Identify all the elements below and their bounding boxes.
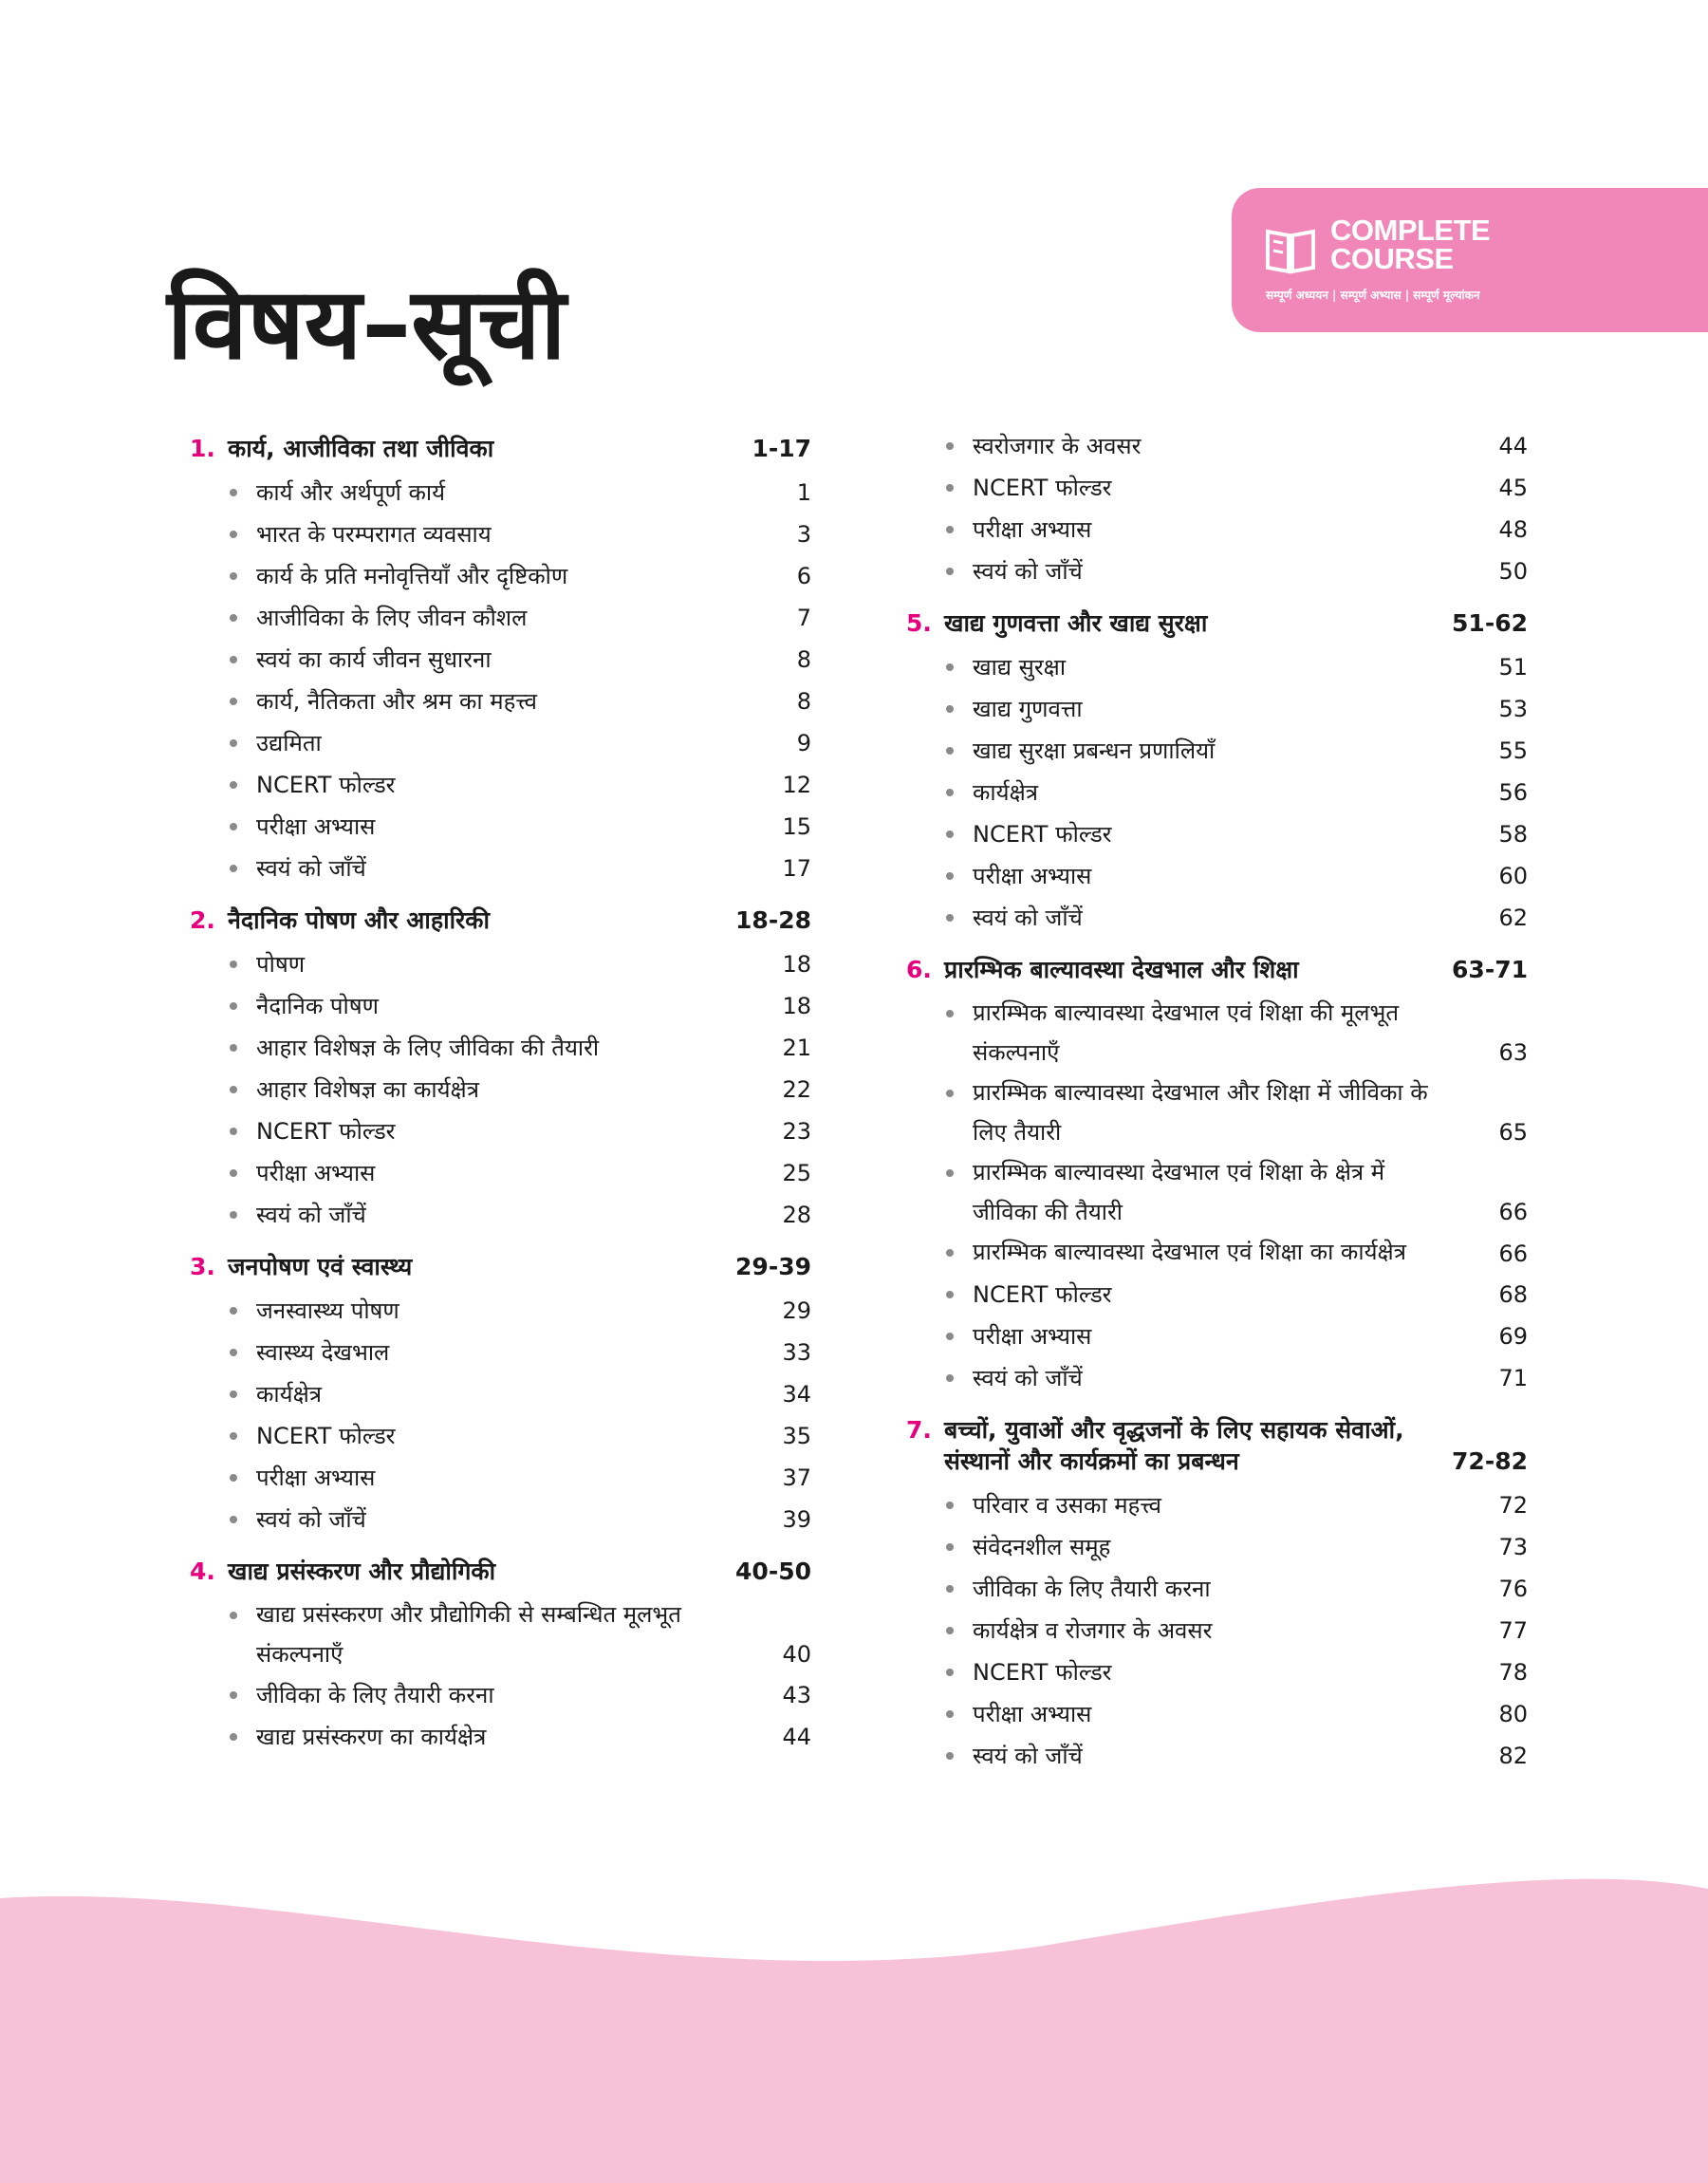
bullet-icon [944, 772, 973, 813]
toc-entry[interactable] [906, 688, 1528, 730]
toc-entry-title: भारत के परम्परागत व्यवसाय [256, 521, 492, 548]
toc-entry[interactable] [190, 1499, 811, 1540]
toc-entry-page: 39 [782, 1506, 811, 1533]
toc-entry[interactable] [906, 1274, 1528, 1315]
toc-entry-page: 9 [796, 730, 811, 756]
toc-entry[interactable] [906, 1357, 1528, 1399]
toc-entry-page: 3 [796, 521, 811, 548]
bullet-icon [228, 985, 256, 1027]
toc-entry[interactable] [190, 1457, 811, 1499]
bullet-icon [228, 681, 256, 722]
toc-entry-page: 28 [782, 1202, 811, 1228]
bullet-icon [944, 1610, 973, 1651]
chapter-title: प्रारम्भिक बाल्यावस्था देखभाल और शिक्षा [944, 956, 1299, 983]
chapter-heading[interactable] [906, 946, 1528, 993]
bullet-icon [228, 639, 256, 681]
bullet-icon [944, 1073, 973, 1114]
toc-entry-title: NCERT फोल्डर [973, 821, 1112, 848]
bullet-icon [944, 730, 973, 772]
toc-entry-page: 45 [1498, 475, 1528, 501]
toc-entry-title: NCERT फोल्डर [973, 1659, 1112, 1686]
chapter-title: कार्य, आजीविका तथा जीविका [228, 435, 494, 462]
toc-entry[interactable] [906, 1651, 1528, 1693]
bullet-icon [228, 1027, 256, 1069]
toc-entry[interactable] [906, 1232, 1528, 1274]
toc-entry-title: कार्य और अर्थपूर्ण कार्य [256, 479, 446, 506]
toc-entry-title: प्रारम्भिक बाल्यावस्था देखभाल एवं शिक्षा का कार्यक्षेत्र [973, 1239, 1406, 1265]
chapter-section [190, 1243, 811, 1540]
bullet-icon [944, 993, 973, 1035]
chapter-title: जनपोषण एवं स्वास्थ्य [228, 1253, 413, 1280]
toc-entry[interactable] [190, 943, 811, 985]
page-title: विषय–सूची [167, 266, 566, 382]
bullet-icon [228, 1457, 256, 1499]
toc-entry-title: स्वयं को जाँचें [256, 1202, 366, 1228]
toc-entry[interactable] [906, 1735, 1528, 1777]
toc-entry-title: स्वयं को जाँचें [973, 1365, 1083, 1391]
toc-entry-title: स्वयं को जाँचें [973, 558, 1083, 585]
toc-entry-title: कार्यक्षेत्र [973, 779, 1039, 806]
toc-entry-page: 50 [1498, 558, 1528, 585]
bullet-icon [228, 1716, 256, 1758]
toc-entry-page: 25 [782, 1160, 811, 1186]
bullet-icon [944, 688, 973, 730]
toc-entry-title: पोषण [256, 951, 306, 978]
bullet-icon [944, 1693, 973, 1735]
toc-entry[interactable] [190, 1290, 811, 1332]
toc-entry-title: NCERT फोल्डर [256, 1423, 396, 1449]
toc-entry[interactable] [190, 639, 811, 681]
toc-entry-title: स्वयं का कार्य जीवन सुधारना [256, 646, 492, 673]
toc-entry-page: 63 [1498, 1039, 1528, 1066]
toc-entry[interactable] [906, 646, 1528, 688]
toc-entry-title: प्रारम्भिक बाल्यावस्था देखभाल और शिक्षा में जीविका के लिए तैयारी [973, 1079, 1428, 1146]
chapter-number: 1. [190, 435, 215, 462]
toc-entry-page: 23 [782, 1118, 811, 1145]
toc-entry-title: खाद्य गुणवत्ता [973, 696, 1083, 722]
toc-entry[interactable] [190, 1674, 811, 1716]
bullet-icon [944, 1274, 973, 1315]
toc-entry-title: परीक्षा अभ्यास [256, 813, 376, 840]
toc-entry-title: स्वयं को जाँचें [256, 855, 366, 882]
bullet-icon [944, 1152, 973, 1194]
toc-entry-title: परीक्षा अभ्यास [256, 1465, 376, 1491]
toc-right-column [906, 425, 1528, 1784]
bullet-icon [228, 1499, 256, 1540]
bullet-icon [944, 550, 973, 592]
bullet-icon [228, 1595, 256, 1636]
toc-entry[interactable] [190, 597, 811, 639]
toc-entry-title: NCERT फोल्डर [973, 475, 1112, 501]
toc-entry-title: आजीविका के लिए जीवन कौशल [256, 605, 528, 631]
toc-entry-page: 73 [1498, 1534, 1528, 1560]
toc-entry[interactable] [906, 772, 1528, 813]
toc-entry-title: परीक्षा अभ्यास [256, 1160, 376, 1186]
toc-entry[interactable] [190, 1194, 811, 1236]
chapter-page-range: 29-39 [735, 1253, 811, 1280]
toc-entry[interactable] [906, 1610, 1528, 1651]
bullet-icon [228, 764, 256, 806]
chapter-page-range: 1-17 [752, 435, 811, 462]
chapter-heading[interactable] [906, 1407, 1528, 1484]
chapter-page-range: 63-71 [1452, 956, 1528, 983]
toc-entry-page: 37 [782, 1465, 811, 1491]
chapter-page-range: 72-82 [1452, 1447, 1528, 1475]
toc-entry[interactable] [906, 813, 1528, 855]
bullet-icon [944, 1357, 973, 1399]
chapter-number: 6. [906, 956, 932, 983]
toc-entry[interactable] [190, 1332, 811, 1373]
bullet-icon [228, 597, 256, 639]
toc-entry-page: 35 [782, 1423, 811, 1449]
chapter-title: नैदानिक पोषण और आहारिकी [228, 906, 490, 934]
toc-entry-page: 76 [1498, 1576, 1528, 1602]
chapter-number: 3. [190, 1253, 215, 1280]
toc-entry[interactable] [906, 1152, 1528, 1232]
chapter-heading[interactable] [190, 897, 811, 943]
bullet-icon [944, 425, 973, 467]
toc-entry-title: परीक्षा अभ्यास [973, 1323, 1092, 1350]
bullet-icon [228, 513, 256, 555]
toc-entry-page: 58 [1498, 821, 1528, 848]
bullet-icon [944, 1484, 973, 1526]
toc-entry[interactable] [190, 764, 811, 806]
toc-entry[interactable] [190, 848, 811, 889]
chapter-number: 5. [906, 609, 932, 637]
toc-entry[interactable] [906, 897, 1528, 939]
toc-entry[interactable] [906, 1693, 1528, 1735]
toc-entry-page: 6 [796, 563, 811, 589]
bullet-icon [228, 555, 256, 597]
toc-entry-page: 44 [1498, 433, 1528, 459]
toc-entry-page: 78 [1498, 1659, 1528, 1686]
toc-entry-title: स्वरोजगार के अवसर [973, 433, 1142, 459]
toc-entry-title: खाद्य प्रसंस्करण और प्रौद्योगिकी से सम्बन्धित मूलभूत संकल्पनाएँ [256, 1601, 681, 1668]
toc-entry-page: 56 [1498, 779, 1528, 806]
toc-entry-page: 72 [1498, 1492, 1528, 1519]
toc-entry-page: 68 [1498, 1281, 1528, 1308]
toc-entry-title: खाद्य प्रसंस्करण का कार्यक्षेत्र [256, 1724, 487, 1750]
chapter-title: खाद्य गुणवत्ता और खाद्य सुरक्षा [944, 609, 1208, 637]
bullet-icon [228, 1415, 256, 1457]
toc-entry[interactable] [190, 513, 811, 555]
toc-entry-title: आहार विशेषज्ञ का कार्यक्षेत्र [256, 1076, 479, 1103]
chapter-section [906, 1407, 1528, 1777]
bullet-icon [228, 1152, 256, 1194]
toc-entry[interactable] [190, 1595, 811, 1674]
chapter-section [190, 1548, 811, 1758]
bullet-icon [944, 855, 973, 897]
toc-entry-page: 43 [782, 1682, 811, 1708]
toc-entry-title: प्रारम्भिक बाल्यावस्था देखभाल एवं शिक्षा के क्षेत्र में जीविका की तैयारी [973, 1159, 1385, 1225]
toc-entry[interactable] [190, 1152, 811, 1194]
toc-entry[interactable] [190, 472, 811, 513]
chapter-page-range: 18-28 [735, 906, 811, 934]
toc-entry[interactable] [906, 1526, 1528, 1568]
toc-entry-page: 60 [1498, 863, 1528, 889]
toc-entry[interactable] [906, 550, 1528, 592]
toc-entry-page: 21 [782, 1035, 811, 1061]
toc-entry[interactable] [906, 467, 1528, 509]
complete-course-badge [1232, 188, 1708, 332]
toc-entry-page: 33 [782, 1339, 811, 1366]
toc-entry-page: 55 [1498, 737, 1528, 764]
bullet-icon [944, 1232, 973, 1274]
toc-entry-page: 53 [1498, 696, 1528, 722]
toc-entry-title: परिवार व उसका महत्त्व [973, 1492, 1161, 1519]
bullet-icon [944, 897, 973, 939]
toc-entry[interactable] [906, 1484, 1528, 1526]
toc-entry-page: 29 [782, 1297, 811, 1324]
toc-entry[interactable] [190, 1716, 811, 1758]
toc-entry[interactable] [906, 855, 1528, 897]
toc-entry-title: खाद्य सुरक्षा प्रबन्धन प्रणालियाँ [973, 737, 1216, 764]
toc-entry-page: 48 [1498, 516, 1528, 543]
toc-entry[interactable] [906, 425, 1528, 467]
bullet-icon [228, 848, 256, 889]
decorative-wave [0, 1860, 1708, 2183]
toc-entry-page: 17 [782, 855, 811, 882]
toc-entry-title: स्वयं को जाँचें [256, 1506, 366, 1533]
bullet-icon [228, 1373, 256, 1415]
bullet-icon [944, 1526, 973, 1568]
toc-entry-page: 44 [782, 1724, 811, 1750]
toc-entry-page: 77 [1498, 1617, 1528, 1644]
toc-entry-title: कार्य, नैतिकता और श्रम का महत्त्व [256, 688, 537, 715]
toc-entry-page: 22 [782, 1076, 811, 1103]
chapter-4-continuation [906, 425, 1528, 592]
toc-entry-title: परीक्षा अभ्यास [973, 863, 1092, 889]
bullet-icon [228, 722, 256, 764]
toc-entry[interactable] [906, 730, 1528, 772]
toc-entry-title: खाद्य सुरक्षा [973, 654, 1067, 681]
toc-left-column [190, 425, 811, 1765]
chapter-title: बच्चों, युवाओं और वृद्धजनों के लिए सहायक सेवाओं, संस्थानों और कार्यक्रमों का प्रबन्धन [944, 1416, 1404, 1475]
bullet-icon [944, 1651, 973, 1693]
bullet-icon [228, 943, 256, 985]
toc-entry-title: उद्यमिता [256, 730, 322, 756]
toc-entry-page: 7 [796, 605, 811, 631]
toc-entry-title: स्वास्थ्य देखभाल [256, 1339, 390, 1366]
toc-entry-title: परीक्षा अभ्यास [973, 516, 1092, 543]
toc-entry-title: NCERT फोल्डर [973, 1281, 1112, 1308]
bullet-icon [228, 1674, 256, 1716]
chapter-heading[interactable] [190, 425, 811, 472]
bullet-icon [228, 1194, 256, 1236]
toc-entry-title: कार्य के प्रति मनोवृत्तियाँ और दृष्टिकोण [256, 563, 568, 589]
bullet-icon [228, 472, 256, 513]
bullet-icon [944, 1315, 973, 1357]
toc-entry-page: 1 [796, 479, 811, 506]
toc-entry[interactable] [906, 1315, 1528, 1357]
chapter-section [190, 425, 811, 889]
toc-entry-page: 62 [1498, 905, 1528, 931]
bullet-icon [944, 646, 973, 688]
bullet-icon [944, 1735, 973, 1777]
toc-entry[interactable] [906, 1073, 1528, 1152]
chapter-heading[interactable] [190, 1243, 811, 1290]
toc-entry-title: कार्यक्षेत्र [256, 1381, 323, 1408]
toc-entry-title: परीक्षा अभ्यास [973, 1701, 1092, 1727]
toc-entry-title: प्रारम्भिक बाल्यावस्था देखभाल एवं शिक्षा की मूलभूत संकल्पनाएँ [973, 999, 1400, 1066]
toc-entry[interactable] [906, 993, 1528, 1073]
toc-entry[interactable] [906, 509, 1528, 550]
chapter-heading[interactable] [906, 600, 1528, 646]
toc-entry-page: 18 [782, 951, 811, 978]
chapter-section [906, 600, 1528, 939]
chapter-section [906, 946, 1528, 1399]
toc-entry-page: 71 [1498, 1365, 1528, 1391]
toc-entry-page: 34 [782, 1381, 811, 1408]
toc-entry-title: NCERT फोल्डर [256, 772, 396, 798]
toc-entry-page: 69 [1498, 1323, 1528, 1350]
toc-entry-title: कार्यक्षेत्र व रोजगार के अवसर [973, 1617, 1213, 1644]
badge-tagline: सम्पूर्ण अध्ययन | सम्पूर्ण अभ्यास | सम्पूर्ण मूल्यांकन [1266, 289, 1480, 302]
chapter-heading[interactable] [190, 1548, 811, 1595]
bullet-icon [228, 1332, 256, 1373]
toc-entry-title: स्वयं को जाँचें [973, 1743, 1083, 1769]
toc-entry[interactable] [190, 1110, 811, 1152]
toc-entry-page: 82 [1498, 1743, 1528, 1769]
toc-entry-title: जनस्वास्थ्य पोषण [256, 1297, 399, 1324]
toc-entry-title: स्वयं को जाँचें [973, 905, 1083, 931]
toc-entry[interactable] [190, 681, 811, 722]
bullet-icon [944, 467, 973, 509]
toc-entry-page: 15 [782, 813, 811, 840]
toc-entry-page: 66 [1498, 1199, 1528, 1225]
toc-entry[interactable] [906, 1568, 1528, 1610]
toc-entry-title: जीविका के लिए तैयारी करना [256, 1682, 494, 1708]
bullet-icon [944, 813, 973, 855]
bullet-icon [228, 1290, 256, 1332]
badge-title: COMPLETE COURSE [1330, 214, 1491, 275]
chapter-number: 2. [190, 906, 215, 934]
bullet-icon [228, 1069, 256, 1110]
toc-entry-title: नैदानिक पोषण [256, 993, 379, 1019]
bullet-icon [228, 806, 256, 848]
toc-entry-page: 8 [796, 688, 811, 715]
toc-entry-title: जीविका के लिए तैयारी करना [973, 1576, 1211, 1602]
toc-entry-page: 80 [1498, 1701, 1528, 1727]
toc-entry-page: 40 [782, 1641, 811, 1668]
toc-entry-page: 18 [782, 993, 811, 1019]
toc-entry[interactable] [190, 806, 811, 848]
toc-entry[interactable] [190, 1415, 811, 1457]
chapter-number: 4. [190, 1558, 215, 1585]
toc-entry-page: 12 [782, 772, 811, 798]
chapter-number: 7. [906, 1416, 932, 1444]
toc-entry-title: आहार विशेषज्ञ के लिए जीविका की तैयारी [256, 1035, 600, 1061]
bullet-icon [944, 1568, 973, 1610]
open-book-logo-icon [1264, 222, 1317, 275]
toc-entry[interactable] [190, 1027, 811, 1069]
toc-entry[interactable] [190, 985, 811, 1027]
bullet-icon [944, 509, 973, 550]
chapter-title: खाद्य प्रसंस्करण और प्रौद्योगिकी [228, 1558, 496, 1585]
toc-entry-page: 51 [1498, 654, 1528, 681]
toc-entry-page: 65 [1498, 1119, 1528, 1146]
bullet-icon [228, 1110, 256, 1152]
toc-entry[interactable] [190, 1069, 811, 1110]
toc-entry-page: 66 [1498, 1241, 1528, 1267]
chapter-page-range: 51-62 [1452, 609, 1528, 637]
toc-entry[interactable] [190, 555, 811, 597]
toc-entry-title: NCERT फोल्डर [256, 1118, 396, 1145]
toc-entry[interactable] [190, 1373, 811, 1415]
toc-entry[interactable] [190, 722, 811, 764]
toc-entry-title: संवेदनशील समूह [973, 1534, 1111, 1560]
toc-entry-page: 8 [796, 646, 811, 673]
chapter-section [190, 897, 811, 1236]
chapter-page-range: 40-50 [735, 1558, 811, 1585]
